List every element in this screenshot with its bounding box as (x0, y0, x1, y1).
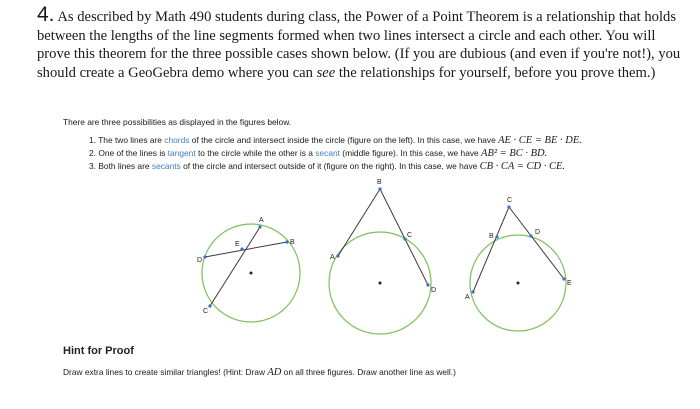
problem-number: 4. (37, 3, 55, 26)
middle-center-point (379, 282, 382, 285)
problem-text-part1: As described by Math 490 students during class, the Power of a Point Theorem is a relationship that holds between the lengths of the line segments formed when two lines intersect a circle and each other. You will prove this theorem for the three possible cases shown below. (If you are dubious (and even if you're not!), you should create a GeoGebra demo where you can (37, 9, 681, 81)
case-3-number: 3. (89, 161, 96, 171)
right-secant-ce (509, 207, 564, 279)
hint-text-post: on all three figures. Draw another line as well.) (281, 367, 456, 377)
right-point-e (562, 277, 565, 280)
right-point-c (507, 205, 510, 208)
secant-link[interactable]: secant (315, 148, 340, 158)
right-point-a (471, 290, 474, 293)
left-label-a: A (259, 217, 264, 224)
case-1-number: 1. (89, 135, 96, 145)
middle-label-b: B (377, 179, 382, 186)
problem-text-part2: the relationships for yourself, before you prove them.) (335, 64, 656, 81)
left-chord-ac (210, 227, 260, 306)
left-figure (197, 217, 300, 322)
chords-link[interactable]: chords (164, 135, 190, 145)
left-point-c (208, 304, 211, 307)
right-label-d: D (535, 229, 541, 236)
case-2-pre: One of the lines is (98, 148, 168, 158)
left-point-a (258, 225, 261, 228)
middle-point-b (378, 187, 381, 190)
right-center-point (517, 282, 520, 285)
secants-link[interactable]: secants (151, 161, 181, 171)
right-figure (465, 197, 572, 331)
left-label-b: B (290, 239, 295, 246)
case-1-formula: AE · CE = BE · DE. (498, 135, 582, 146)
left-label-d: D (197, 257, 203, 264)
hint-math-ad: AD (267, 367, 282, 378)
left-point-e (240, 247, 243, 250)
left-point-d (203, 255, 206, 258)
case-2-number: 2. (89, 148, 96, 158)
case-2-mid2: (middle figure). In this case, we have (339, 148, 482, 158)
middle-tangent-ba (338, 189, 380, 256)
case-2-formula: AB² = BC · BD. (481, 148, 548, 159)
left-label-e: E (235, 241, 240, 248)
right-label-c: C (507, 197, 513, 204)
intro-text: There are three possibilities as displayed in the figures below. (63, 117, 292, 127)
case-2-mid1: to the circle while the other is a (195, 148, 316, 158)
hint-text-pre: Draw extra lines to create similar triangles! (Hint: Draw (63, 367, 268, 377)
right-label-e: E (567, 280, 572, 287)
case-3-formula: CB · CA = CD · CE. (479, 161, 565, 172)
right-label-b: B (489, 233, 494, 240)
problem-text-emphasis: see (316, 64, 336, 81)
right-point-b (495, 235, 498, 238)
middle-secant-bd (380, 189, 428, 285)
middle-label-d: D (431, 287, 437, 294)
middle-point-d (426, 283, 429, 286)
right-label-a: A (465, 294, 470, 301)
tangent-link[interactable]: tangent (167, 148, 196, 158)
hint-title: Hint for Proof (63, 345, 134, 357)
middle-point-a (336, 254, 339, 257)
hint-text (63, 367, 456, 378)
left-point-b (285, 240, 288, 243)
right-point-d (529, 234, 532, 237)
case-1-pre: The two lines are (98, 135, 165, 145)
middle-label-a: A (330, 254, 335, 261)
left-label-c: C (203, 308, 209, 315)
right-secant-ca (473, 207, 509, 292)
middle-figure (329, 179, 436, 334)
case-1-mid: of the circle and intersect inside the circle (figure on the left). In this case, we have (189, 135, 499, 145)
case-3-mid: of the circle and intersect outside of it (figure on the right). In this case, we have (180, 161, 480, 171)
left-center-point (250, 272, 253, 275)
middle-label-c: C (407, 232, 413, 239)
case-3-pre: Both lines are (98, 161, 152, 171)
